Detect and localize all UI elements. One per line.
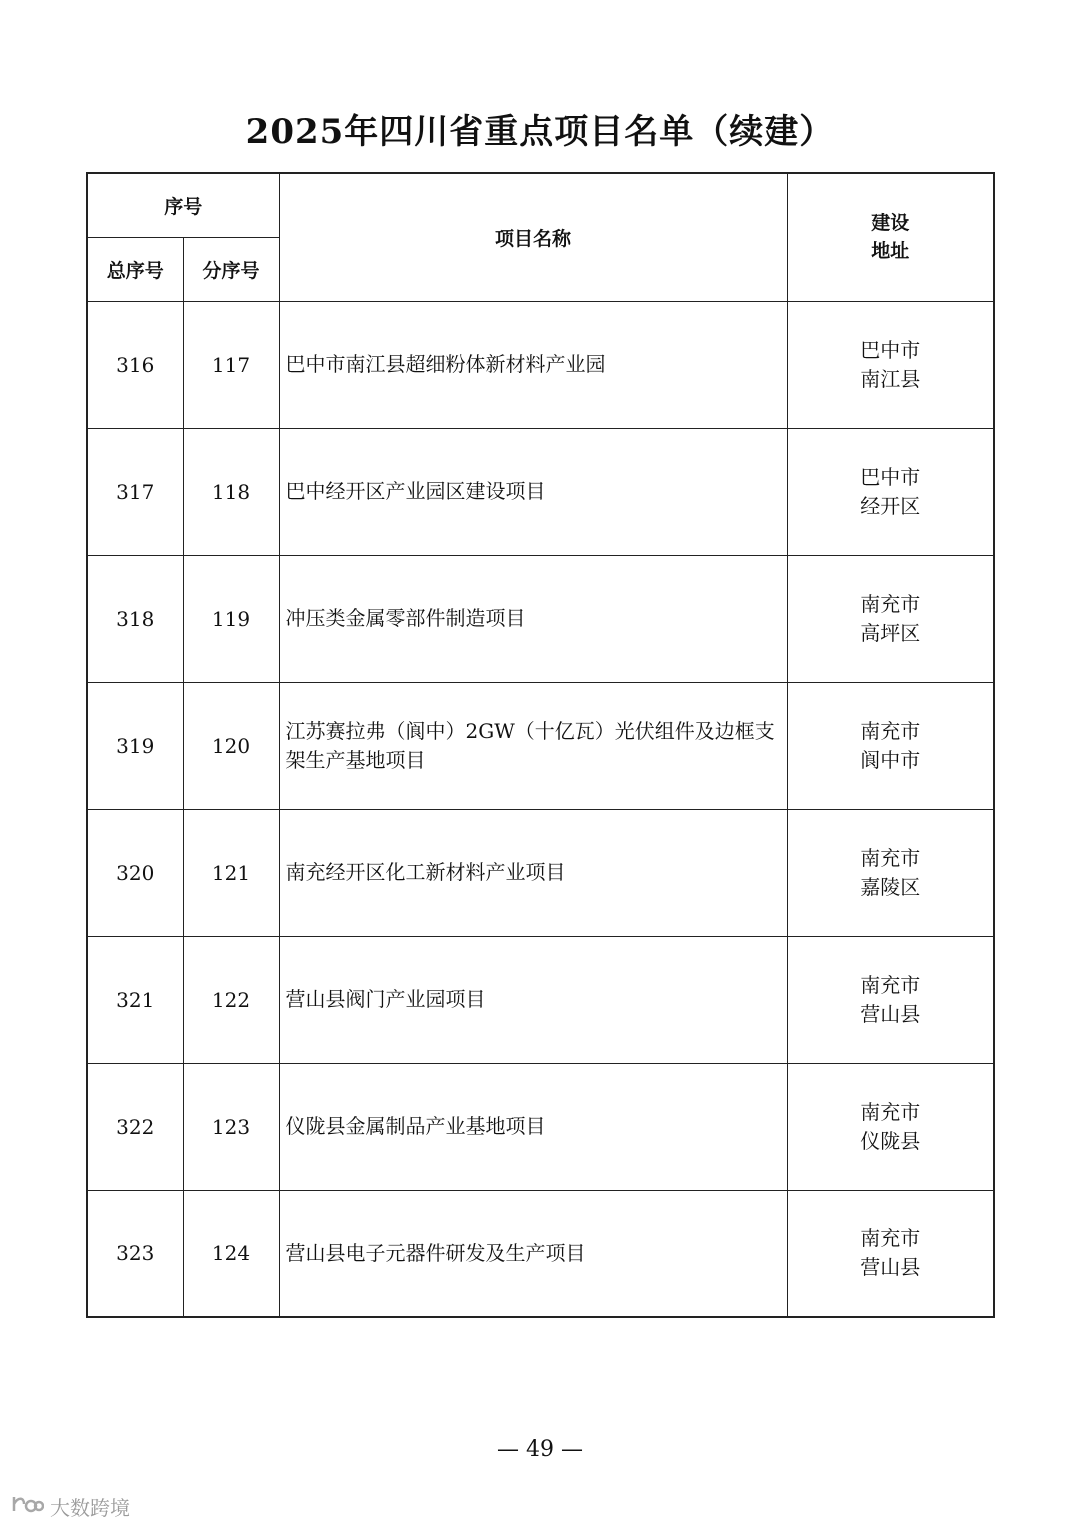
document-title: 2025年四川省重点项目名单（续建） [245, 112, 835, 152]
location-district: 阆中市 [860, 747, 921, 772]
location-cell [787, 936, 994, 1063]
project-name-cell: 江苏赛拉弗（阆中）2GW（十亿瓦）光伏组件及边框支架生产基地项目 [279, 682, 787, 809]
project-name-cell: 冲压类金属零部件制造项目 [279, 555, 787, 682]
sub-seq-cell: 122 [183, 936, 279, 1063]
header-location-label: 建设地址 [871, 212, 910, 263]
total-seq-cell: 321 [87, 936, 183, 1063]
watermark-text: 大数跨境 [50, 1496, 130, 1520]
sub-seq-cell: 119 [183, 555, 279, 682]
location-district: 经开区 [860, 493, 921, 518]
total-seq-cell: 322 [87, 1063, 183, 1190]
sub-seq-cell: 124 [183, 1190, 279, 1317]
project-name-cell: 南充经开区化工新材料产业项目 [279, 809, 787, 936]
table-row [87, 428, 994, 555]
location-city: 南充市 [860, 718, 921, 743]
watermark [10, 1492, 130, 1521]
location-district: 营山县 [860, 1255, 921, 1280]
header-seq-group: 序号 [87, 173, 279, 237]
header-location [787, 173, 994, 301]
table-row [87, 1190, 994, 1317]
header-project-name: 项目名称 [279, 173, 787, 301]
project-name-cell: 营山县阀门产业园项目 [279, 936, 787, 1063]
location-cell [787, 1063, 994, 1190]
project-name-cell: 巴中经开区产业园区建设项目 [279, 428, 787, 555]
location-cell [787, 809, 994, 936]
total-seq-cell: 320 [87, 809, 183, 936]
location-district: 营山县 [860, 1001, 921, 1026]
watermark-logo-icon [10, 1493, 44, 1520]
location-district: 高坪区 [860, 620, 921, 645]
total-seq-cell: 319 [87, 682, 183, 809]
sub-seq-cell: 120 [183, 682, 279, 809]
table-row [87, 301, 994, 428]
header-total-seq: 总序号 [87, 237, 183, 301]
table-row [87, 936, 994, 1063]
page-number: — 49 — [497, 1437, 583, 1462]
sub-seq-cell: 118 [183, 428, 279, 555]
table-row [87, 809, 994, 936]
location-district: 南江县 [860, 366, 921, 391]
location-city: 巴中市 [860, 464, 921, 489]
location-city: 巴中市 [860, 337, 921, 362]
location-cell [787, 682, 994, 809]
sub-seq-cell: 123 [183, 1063, 279, 1190]
location-cell [787, 555, 994, 682]
project-name-cell: 巴中市南江县超细粉体新材料产业园 [279, 301, 787, 428]
sub-seq-cell: 121 [183, 809, 279, 936]
location-city: 南充市 [860, 1099, 921, 1124]
location-city: 南充市 [860, 972, 921, 997]
location-cell [787, 1190, 994, 1317]
total-seq-cell: 318 [87, 555, 183, 682]
total-seq-cell: 323 [87, 1190, 183, 1317]
location-city: 南充市 [860, 591, 921, 616]
header-sub-seq: 分序号 [183, 237, 279, 301]
location-city: 南充市 [860, 1226, 921, 1251]
sub-seq-cell: 117 [183, 301, 279, 428]
location-district: 仪陇县 [860, 1128, 921, 1153]
table-row [87, 555, 994, 682]
total-seq-cell: 317 [87, 428, 183, 555]
project-table [86, 172, 995, 1318]
location-city: 南充市 [860, 845, 921, 870]
location-district: 嘉陵区 [860, 874, 921, 899]
project-name-cell: 营山县电子元器件研发及生产项目 [279, 1190, 787, 1317]
project-name-cell: 仪陇县金属制品产业基地项目 [279, 1063, 787, 1190]
table-row [87, 1063, 994, 1190]
total-seq-cell: 316 [87, 301, 183, 428]
location-cell [787, 428, 994, 555]
location-cell [787, 301, 994, 428]
table-row [87, 682, 994, 809]
